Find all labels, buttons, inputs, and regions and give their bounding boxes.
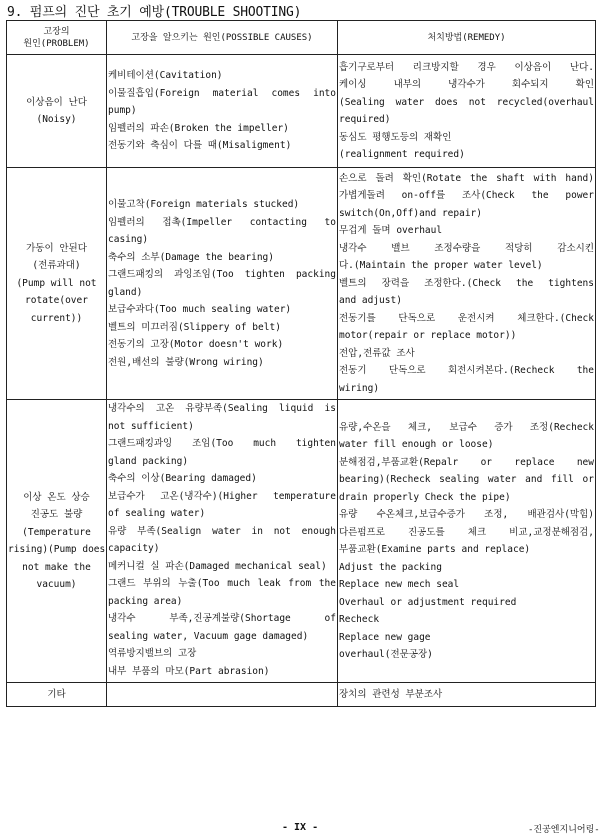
problem-line: (Temperature: [22, 526, 91, 538]
problem-line: 기타: [47, 688, 66, 700]
cause-line: 그랜드패킹과잉 조임(Too much tighten: [108, 438, 336, 449]
remedy-line: motor(repair or replace motor)): [339, 330, 517, 342]
causes-cell: [107, 400, 338, 683]
table-row: [7, 400, 596, 683]
problem-line: 가동이 안된다: [26, 242, 87, 254]
header-causes: 고장을 알으키는 원인(POSSIBLE CAUSES): [107, 21, 338, 55]
cause-line: 그랜드 부위의 누출(Too much leak from the: [108, 578, 336, 589]
remedy-line: 동심도 평행도등의 재확인: [339, 131, 452, 143]
header-problem-line: 고장의: [43, 26, 70, 37]
remedy-line: 가볍게돌려 on-off를 조사(Check the power: [339, 190, 594, 202]
remedy-line: Adjust the packing: [339, 561, 442, 573]
remedy-line: 장치의 관련성 부분조사: [339, 688, 443, 700]
problem-cell: [7, 55, 107, 168]
cause-line: sealing water, Vacuum gage damaged): [108, 630, 309, 642]
cause-line: 냉각수 부족,진공계불량(Shortage of: [108, 613, 336, 624]
cause-line: 이물고착(Foreign materials stucked): [108, 199, 300, 210]
cause-line: 역류방지밸브의 고장: [108, 648, 197, 659]
remedy-line: 전동기 단독으로 회전시켜본다.(Recheck the: [339, 365, 594, 377]
cause-line: 메커니컬 실 파손(Damaged mechanical seal): [108, 560, 327, 572]
cause-line: 임펠러의 파손(Broken the impeller): [108, 122, 289, 134]
cause-line: 전동기와 축심이 다를 때(Misaligment): [108, 140, 292, 152]
remedy-line: 무겁게 돌며 overhaul: [339, 225, 443, 237]
remedy-line: 분해점검,부품교환(Repalr or replace new: [339, 456, 594, 468]
remedy-line: 전압,전류값 조사: [339, 347, 415, 359]
remedy-line: 손으로 돌려 확인(Rotate the shaft with hand): [339, 172, 594, 184]
remedy-line: Replace new gage: [339, 631, 431, 643]
cause-line: of sealing water): [108, 508, 206, 519]
problem-line: rising)(Pump does: [8, 544, 106, 555]
remedy-line: 다.(Maintain the proper water level): [339, 260, 543, 272]
remedy-line: Replace new mech seal: [339, 579, 460, 590]
problem-line: 진공도 불량: [30, 509, 83, 520]
remedy-line: 다른펌프로 진공도를 체크 비교,교정분해점검,: [339, 526, 594, 538]
cause-line: 전원,배선의 불량(Wrong wiring): [108, 356, 264, 368]
cause-line: 케비테이션(Cavitation): [108, 70, 223, 82]
table-row: [7, 168, 596, 400]
trouble-shooting-table: [6, 20, 596, 707]
cause-line: gland): [108, 286, 143, 298]
remedy-line: 유량,수온을 체크, 보급수 증가 조정(Recheck: [339, 421, 594, 433]
causes-cell: [107, 55, 338, 168]
remedy-line: wiring): [339, 382, 380, 394]
cause-line: 내부 부품의 마모(Part abrasion): [108, 665, 270, 677]
header-remedy: 처치방법(REMEDY): [338, 21, 596, 55]
cause-line: packing area): [108, 595, 183, 607]
causes-cell: [107, 683, 338, 707]
remedy-line: 냉각수 밸브 조정수량을 적당히 감소시킨: [339, 242, 594, 254]
problem-cell: [7, 400, 107, 683]
cause-line: 전동기의 고장(Motor doesn't work): [108, 339, 284, 350]
cause-line: casing): [108, 234, 149, 245]
table-row: [7, 683, 596, 707]
remedy-line: 케이싱 내부의 냉각수가 회수되지 확인: [339, 79, 594, 90]
problem-cell: [7, 168, 107, 400]
cause-line: pump): [108, 105, 137, 117]
cause-line: 이물질흡입(Foreign material comes into: [108, 87, 336, 99]
header-row: [7, 21, 596, 55]
problem-line: vacuum): [36, 579, 77, 590]
remedy-cell: [338, 683, 596, 707]
cause-line: 보급수가 고온(냉각수)(Higher temperature: [108, 490, 336, 502]
cause-line: gland packing): [108, 455, 189, 467]
cause-line: 임펠러의 접촉(Impeller contacting to: [108, 216, 336, 228]
remedy-line: bearing)(Recheck sealing water and fill or: [339, 474, 594, 485]
cause-line: 보급수과다(Too much sealing water): [108, 304, 292, 315]
cause-line: 유량 부족(Sealign water in not enough: [108, 525, 336, 537]
problem-cell: [7, 683, 107, 707]
remedy-line: overhaul(전문공장): [339, 649, 433, 660]
cause-line: not sufficient): [108, 420, 194, 432]
problem-line: 이상음이 난다: [26, 96, 87, 108]
problem-line: (Pump will not: [16, 277, 97, 289]
problem-line: (전류과대): [32, 260, 81, 272]
cause-line: capacity): [108, 543, 160, 554]
problem-line: (Noisy): [36, 114, 77, 125]
remedy-line: switch(On,Off)and repair): [339, 207, 482, 219]
problem-line: 이상 온도 상승: [23, 491, 90, 503]
cause-line: 그랜드패킹의 과잉조임(Too tighten packing: [108, 269, 336, 280]
remedy-cell: [338, 168, 596, 400]
remedy-line: Recheck: [339, 614, 380, 625]
remedy-cell: [338, 400, 596, 683]
remedy-cell: [338, 55, 596, 168]
problem-line: rotate(over: [25, 295, 88, 307]
remedy-line: (Sealing water does not recycled(overhaul: [339, 96, 594, 108]
header-problem: [7, 21, 107, 55]
remedy-line: and adjust): [339, 295, 402, 307]
causes-cell: [107, 168, 338, 400]
remedy-line: 부품교환(Examine parts and replace): [339, 544, 531, 555]
remedy-line: drain properly Check the pipe): [339, 491, 511, 503]
header-problem-line: 원인(PROBLEM): [23, 38, 90, 49]
remedy-line: required): [339, 114, 391, 125]
page-number: - IX -: [282, 822, 319, 833]
problem-line: current)): [30, 312, 83, 324]
remedy-line: 벨트의 장력을 조정한다.(Check the tightens: [339, 277, 594, 289]
table-row: [7, 55, 596, 168]
cause-line: 축수의 소부(Damage the bearing): [108, 251, 274, 263]
company-name: -진공엔지니어링-: [528, 825, 600, 835]
remedy-line: 흡기구로부터 리크방지할 경우 이상음이 난다.: [339, 61, 594, 73]
remedy-line: water fill enough or loose): [339, 439, 494, 450]
remedy-line: 전동기를 단독으로 운전시켜 체크한다.(Check: [339, 312, 594, 324]
remedy-line: (realignment required): [339, 149, 465, 160]
cause-line: 축수의 이상(Bearing damaged): [108, 473, 257, 484]
cause-line: 냉각수의 고온 유량부족(Sealing liquid is: [108, 403, 336, 414]
problem-line: not make the: [22, 561, 91, 573]
remedy-line: 유량 수온체크,보급수증가 조정, 배관검사(막힘): [339, 509, 594, 520]
remedy-line: Overhaul or adjustment required: [339, 596, 517, 608]
cause-line: 벨트의 미끄러짐(Slippery of belt): [108, 321, 281, 333]
page-title: 9. 펌프의 진단 초기 예방(TROUBLE SHOOTING): [7, 5, 302, 20]
